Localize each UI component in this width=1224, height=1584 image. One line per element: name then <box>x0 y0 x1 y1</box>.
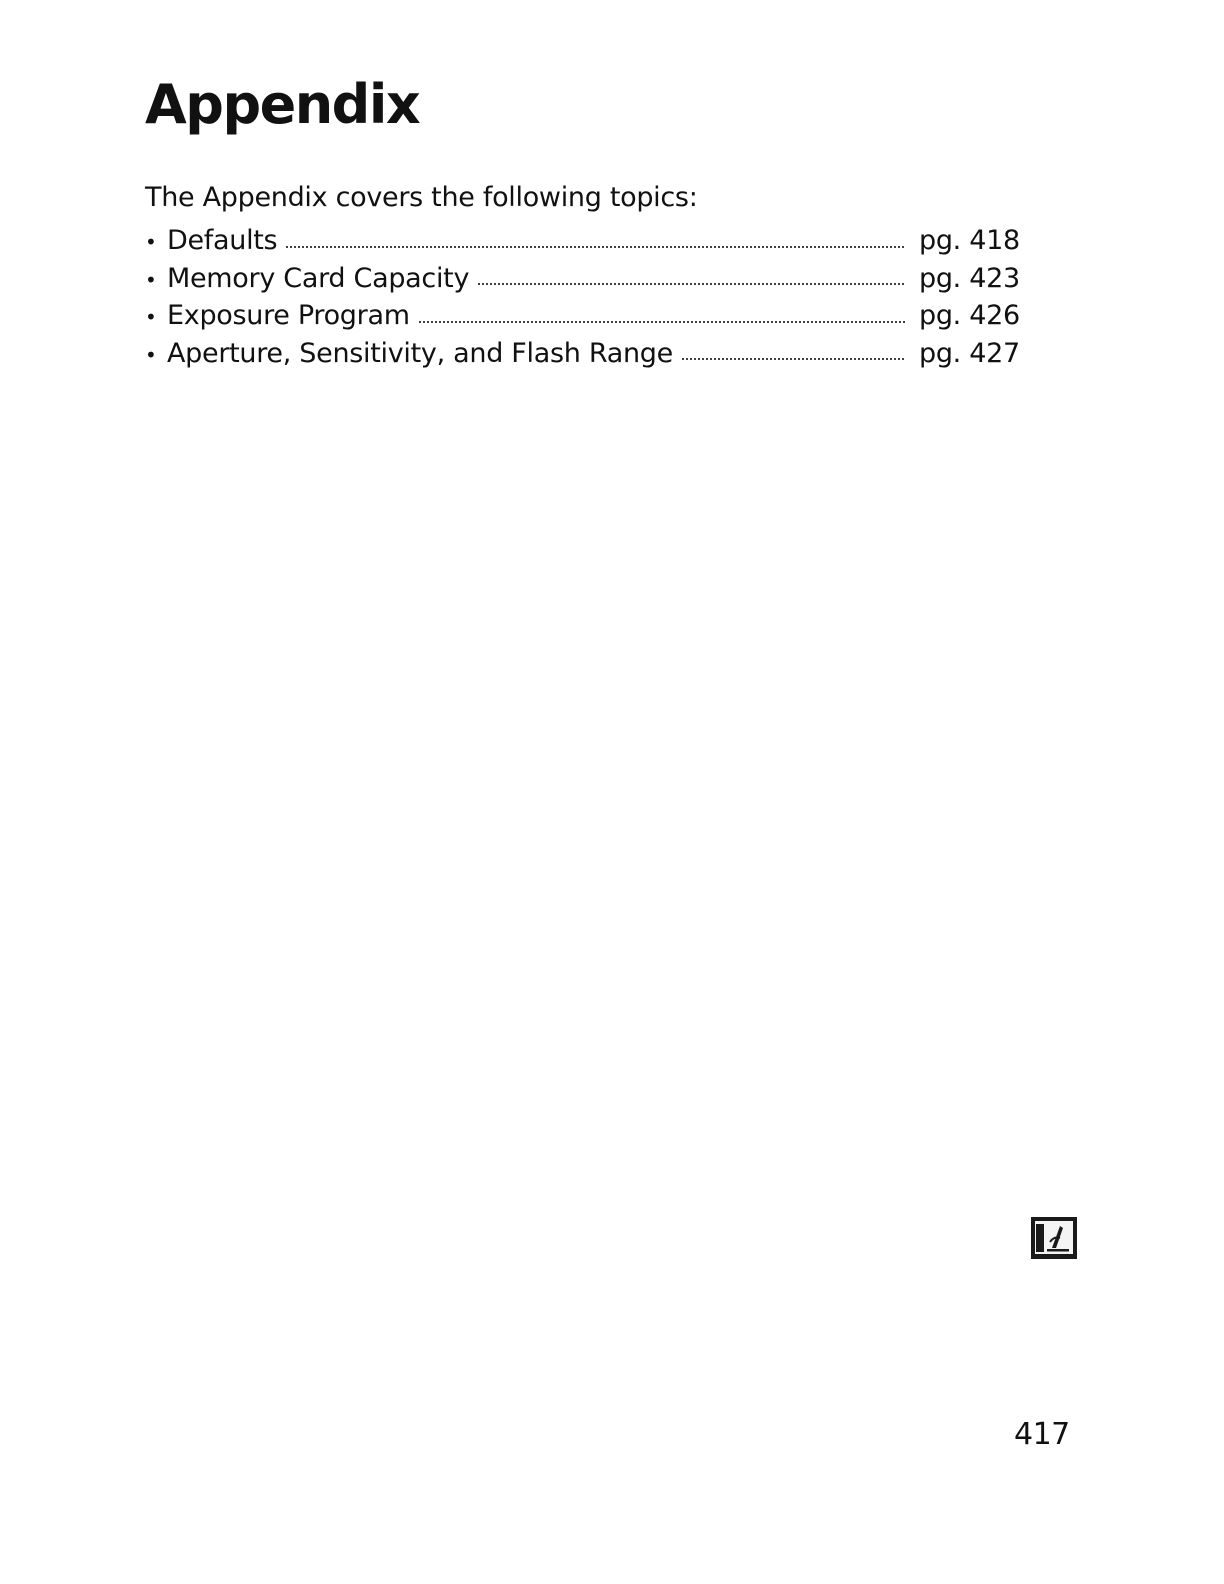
topic-item-defaults[interactable] <box>145 222 1020 260</box>
appendix-tab-icon <box>1030 1216 1078 1260</box>
bullet-icon: • <box>145 267 157 292</box>
topic-item-exposure-program[interactable] <box>145 297 1020 335</box>
topic-page-ref: pg. 418 <box>919 225 1020 256</box>
dot-leader <box>285 239 905 249</box>
topic-label: Memory Card Capacity <box>167 262 470 294</box>
bullet-icon: • <box>145 342 157 367</box>
topic-item-memory-card-capacity[interactable] <box>145 260 1020 298</box>
topic-list <box>145 222 1020 372</box>
bullet-icon: • <box>145 230 157 254</box>
page-number: 417 <box>1014 1417 1070 1452</box>
topic-page-ref: pg. 427 <box>919 337 1020 369</box>
topic-page-ref: pg. 426 <box>919 300 1020 331</box>
dot-leader <box>418 314 905 324</box>
bullet-icon: • <box>145 305 157 329</box>
intro-text: The Appendix covers the following topics: <box>145 182 698 213</box>
dot-leader <box>681 351 905 361</box>
topic-page-ref: pg. 423 <box>919 262 1020 294</box>
topic-label: Exposure Program <box>167 300 410 331</box>
dot-leader <box>477 276 905 286</box>
topic-label: Aperture, Sensitivity, and Flash Range <box>167 337 673 369</box>
topic-label: Defaults <box>167 225 278 256</box>
page-title: Appendix <box>145 73 420 136</box>
topic-item-aperture-sensitivity-flash-range[interactable] <box>145 335 1020 373</box>
